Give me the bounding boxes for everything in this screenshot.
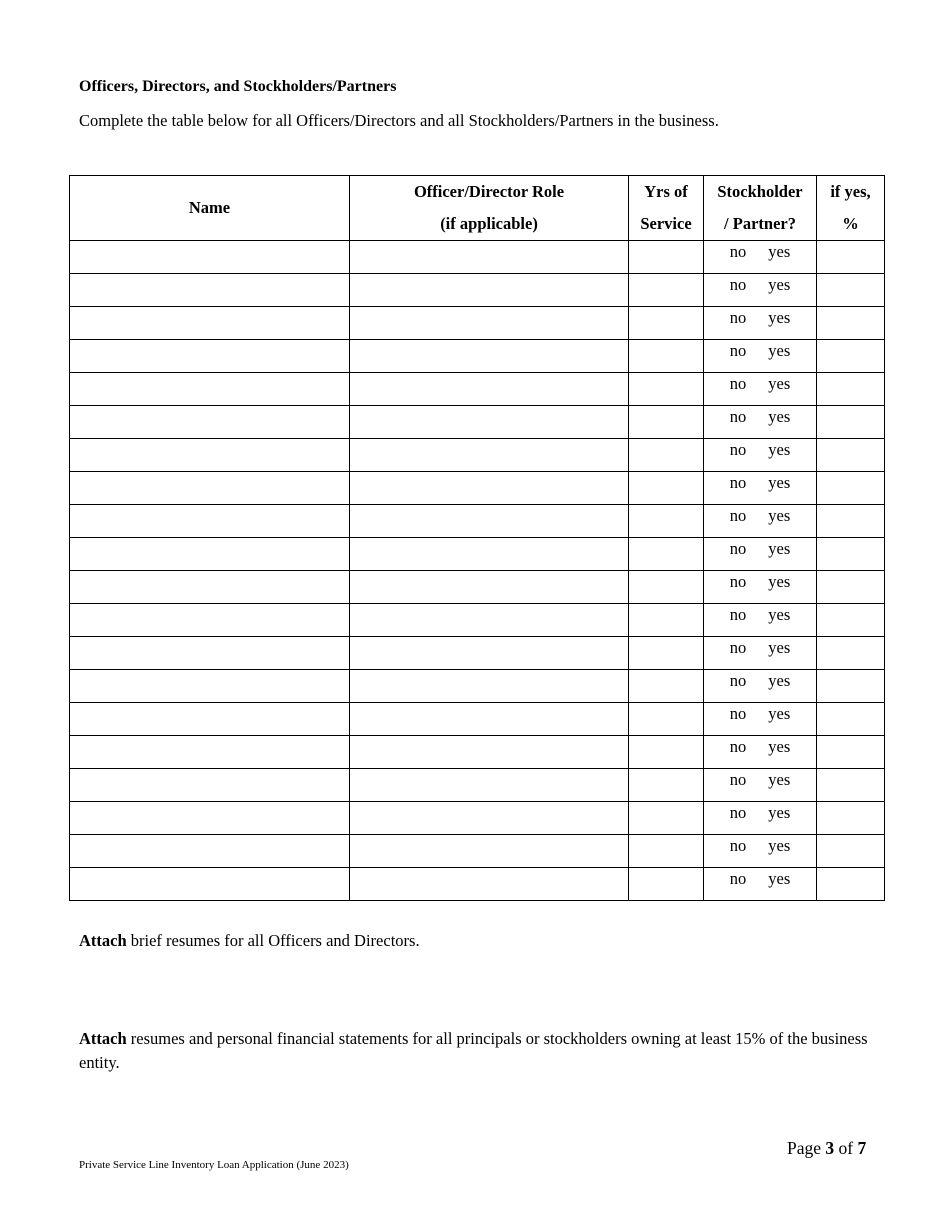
name-cell[interactable]: [70, 571, 350, 604]
percent-cell[interactable]: [817, 637, 885, 670]
name-cell[interactable]: [70, 604, 350, 637]
stockholder-cell: [704, 802, 817, 835]
stockholder-cell: [704, 472, 817, 505]
stockholder-cell: [704, 604, 817, 637]
stockholder-cell: [704, 637, 817, 670]
stockholder-options: [704, 868, 816, 889]
header-years-line2: Service: [640, 214, 692, 233]
stockholder-cell: [704, 538, 817, 571]
option-no[interactable]: no: [729, 836, 747, 855]
years-cell[interactable]: [629, 406, 704, 439]
percent-cell[interactable]: [817, 538, 885, 571]
option-no[interactable]: no: [729, 506, 747, 525]
option-no[interactable]: no: [729, 539, 747, 558]
section-title: Officers, Directors, and Stockholders/Partners: [79, 78, 397, 95]
stockholder-cell: [704, 736, 817, 769]
years-cell[interactable]: [629, 472, 704, 505]
percent-cell[interactable]: [817, 571, 885, 604]
years-cell[interactable]: [629, 769, 704, 802]
header-name-label: Name: [188, 198, 231, 217]
footer-text: Private Service Line Inventory Loan Application (June 2023): [79, 1159, 349, 1171]
percent-cell[interactable]: [817, 340, 885, 373]
table-row: [70, 835, 885, 868]
page-middle: of: [834, 1138, 858, 1158]
option-no[interactable]: no: [729, 341, 747, 360]
stockholder-options: [704, 802, 816, 823]
header-stockholder: [704, 176, 817, 241]
option-yes[interactable]: yes: [768, 704, 791, 723]
option-no[interactable]: no: [729, 704, 747, 723]
name-cell[interactable]: [70, 472, 350, 505]
attach-financials-bold: Attach: [79, 1029, 127, 1048]
option-yes[interactable]: yes: [768, 275, 791, 294]
role-cell[interactable]: [350, 769, 629, 802]
percent-cell[interactable]: [817, 373, 885, 406]
stockholder-cell: [704, 439, 817, 472]
stockholder-cell: [704, 835, 817, 868]
percent-cell[interactable]: [817, 670, 885, 703]
table-row: [70, 439, 885, 472]
header-role-line2: (if applicable): [440, 214, 538, 233]
years-cell[interactable]: [629, 274, 704, 307]
header-stockholder-line2: / Partner?: [724, 214, 796, 233]
table-row: [70, 307, 885, 340]
role-cell[interactable]: [350, 241, 629, 274]
name-cell[interactable]: [70, 538, 350, 571]
table-row: [70, 868, 885, 901]
percent-cell[interactable]: [817, 505, 885, 538]
option-yes[interactable]: yes: [768, 605, 791, 624]
name-cell[interactable]: [70, 703, 350, 736]
role-cell[interactable]: [350, 406, 629, 439]
table-row: [70, 340, 885, 373]
role-cell[interactable]: [350, 868, 629, 901]
stockholder-options: [704, 472, 816, 493]
header-years-line1: Yrs of: [644, 182, 688, 201]
role-cell[interactable]: [350, 637, 629, 670]
years-cell[interactable]: [629, 505, 704, 538]
attach-resumes-bold: Attach: [79, 931, 127, 950]
percent-cell[interactable]: [817, 835, 885, 868]
percent-cell[interactable]: [817, 241, 885, 274]
stockholder-options: [704, 439, 816, 460]
table-row: [70, 241, 885, 274]
percent-cell[interactable]: [817, 769, 885, 802]
option-yes[interactable]: yes: [768, 308, 791, 327]
header-percent-line2: %: [842, 214, 859, 233]
stockholder-options: [704, 670, 816, 691]
table-row: [70, 736, 885, 769]
role-cell[interactable]: [350, 604, 629, 637]
attach-financials-note: [79, 1027, 879, 1075]
years-cell[interactable]: [629, 571, 704, 604]
option-yes[interactable]: yes: [768, 440, 791, 459]
stockholder-cell: [704, 373, 817, 406]
option-no[interactable]: no: [729, 407, 747, 426]
percent-cell[interactable]: [817, 736, 885, 769]
option-yes[interactable]: yes: [768, 242, 791, 261]
percent-cell[interactable]: [817, 802, 885, 835]
name-cell[interactable]: [70, 505, 350, 538]
years-cell[interactable]: [629, 307, 704, 340]
stockholder-cell: [704, 505, 817, 538]
percent-cell[interactable]: [817, 472, 885, 505]
name-cell[interactable]: [70, 406, 350, 439]
table-header-row: [70, 176, 885, 241]
stockholder-options: [704, 505, 816, 526]
percent-cell[interactable]: [817, 406, 885, 439]
role-cell[interactable]: [350, 439, 629, 472]
stockholder-options: [704, 637, 816, 658]
name-cell[interactable]: [70, 439, 350, 472]
option-yes[interactable]: yes: [768, 869, 791, 888]
role-cell[interactable]: [350, 670, 629, 703]
name-cell[interactable]: [70, 373, 350, 406]
name-cell[interactable]: [70, 736, 350, 769]
role-cell[interactable]: [350, 835, 629, 868]
option-yes[interactable]: yes: [768, 770, 791, 789]
option-yes[interactable]: yes: [768, 803, 791, 822]
header-years: [629, 176, 704, 241]
stockholder-cell: [704, 571, 817, 604]
years-cell[interactable]: [629, 670, 704, 703]
section-instructions: Complete the table below for all Officers/Directors and all Stockholders/Partners in the business.: [79, 111, 719, 130]
role-cell[interactable]: [350, 340, 629, 373]
header-name: [70, 176, 350, 241]
table-row: [70, 571, 885, 604]
table-row: [70, 769, 885, 802]
stockholder-options: [704, 241, 816, 262]
table-row: [70, 802, 885, 835]
option-yes[interactable]: yes: [768, 638, 791, 657]
option-no[interactable]: no: [729, 440, 747, 459]
page-total: 7: [857, 1138, 867, 1158]
stockholder-cell: [704, 703, 817, 736]
stockholder-cell: [704, 340, 817, 373]
stockholder-options: [704, 538, 816, 559]
years-cell[interactable]: [629, 703, 704, 736]
stockholder-options: [704, 373, 816, 394]
stockholder-options: [704, 307, 816, 328]
option-yes[interactable]: yes: [768, 671, 791, 690]
table-row: [70, 505, 885, 538]
header-percent-line1: if yes,: [830, 182, 871, 201]
stockholder-options: [704, 604, 816, 625]
years-cell[interactable]: [629, 340, 704, 373]
table-row: [70, 406, 885, 439]
name-cell[interactable]: [70, 340, 350, 373]
role-cell[interactable]: [350, 703, 629, 736]
table-row: [70, 703, 885, 736]
option-no[interactable]: no: [729, 275, 747, 294]
stockholder-options: [704, 274, 816, 295]
years-cell[interactable]: [629, 835, 704, 868]
years-cell[interactable]: [629, 802, 704, 835]
option-no[interactable]: no: [729, 605, 747, 624]
option-no[interactable]: no: [729, 374, 747, 393]
name-cell[interactable]: [70, 670, 350, 703]
option-yes[interactable]: yes: [768, 836, 791, 855]
stockholder-cell: [704, 241, 817, 274]
header-role-line1: Officer/Director Role: [413, 182, 565, 201]
option-no[interactable]: no: [729, 242, 747, 261]
option-no[interactable]: no: [729, 869, 747, 888]
stockholder-cell: [704, 868, 817, 901]
table-row: [70, 637, 885, 670]
role-cell[interactable]: [350, 802, 629, 835]
table-row: [70, 604, 885, 637]
option-yes[interactable]: yes: [768, 341, 791, 360]
option-yes[interactable]: yes: [768, 473, 791, 492]
role-cell[interactable]: [350, 736, 629, 769]
name-cell[interactable]: [70, 802, 350, 835]
option-no[interactable]: no: [729, 308, 747, 327]
option-no[interactable]: no: [729, 572, 747, 591]
officers-table: [69, 175, 885, 901]
header-percent: [817, 176, 885, 241]
years-cell[interactable]: [629, 538, 704, 571]
option-no[interactable]: no: [729, 671, 747, 690]
name-cell[interactable]: [70, 307, 350, 340]
name-cell[interactable]: [70, 637, 350, 670]
stockholder-options: [704, 769, 816, 790]
percent-cell[interactable]: [817, 307, 885, 340]
option-yes[interactable]: yes: [768, 407, 791, 426]
stockholder-options: [704, 835, 816, 856]
option-no[interactable]: no: [729, 638, 747, 657]
name-cell[interactable]: [70, 241, 350, 274]
officer-rows: [70, 241, 885, 901]
role-cell[interactable]: [350, 307, 629, 340]
years-cell[interactable]: [629, 241, 704, 274]
role-cell[interactable]: [350, 274, 629, 307]
years-cell[interactable]: [629, 736, 704, 769]
percent-cell[interactable]: [817, 868, 885, 901]
page-current: 3: [825, 1138, 835, 1158]
table-row: [70, 373, 885, 406]
attach-resumes-note: [79, 931, 420, 951]
option-yes[interactable]: yes: [768, 572, 791, 591]
percent-cell[interactable]: [817, 274, 885, 307]
percent-cell[interactable]: [817, 604, 885, 637]
option-yes[interactable]: yes: [768, 506, 791, 525]
role-cell[interactable]: [350, 472, 629, 505]
stockholder-cell: [704, 307, 817, 340]
stockholder-cell: [704, 769, 817, 802]
stockholder-options: [704, 571, 816, 592]
years-cell[interactable]: [629, 637, 704, 670]
page-prefix: Page: [787, 1138, 826, 1158]
role-cell[interactable]: [350, 373, 629, 406]
years-cell[interactable]: [629, 439, 704, 472]
percent-cell[interactable]: [817, 703, 885, 736]
role-cell[interactable]: [350, 571, 629, 604]
option-no[interactable]: no: [729, 770, 747, 789]
table-row: [70, 472, 885, 505]
years-cell[interactable]: [629, 373, 704, 406]
option-no[interactable]: no: [729, 473, 747, 492]
years-cell[interactable]: [629, 868, 704, 901]
option-yes[interactable]: yes: [768, 737, 791, 756]
stockholder-cell: [704, 406, 817, 439]
percent-cell[interactable]: [817, 439, 885, 472]
table-row: [70, 274, 885, 307]
option-yes[interactable]: yes: [768, 539, 791, 558]
name-cell[interactable]: [70, 868, 350, 901]
stockholder-options: [704, 406, 816, 427]
option-no[interactable]: no: [729, 737, 747, 756]
role-cell[interactable]: [350, 538, 629, 571]
header-role: [350, 176, 629, 241]
attach-resumes-text: brief resumes for all Officers and Directors.: [126, 931, 420, 950]
header-stockholder-line1: Stockholder: [717, 182, 803, 201]
name-cell[interactable]: [70, 769, 350, 802]
option-no[interactable]: no: [729, 803, 747, 822]
table-row: [70, 538, 885, 571]
option-yes[interactable]: yes: [768, 374, 791, 393]
name-cell[interactable]: [70, 835, 350, 868]
page-number: [787, 1138, 866, 1159]
stockholder-cell: [704, 670, 817, 703]
attach-financials-text: resumes and personal financial statements for all principals or stockholders owning at least 15% of the business entity.: [79, 1029, 868, 1072]
years-cell[interactable]: [629, 604, 704, 637]
stockholder-cell: [704, 274, 817, 307]
stockholder-options: [704, 703, 816, 724]
name-cell[interactable]: [70, 274, 350, 307]
table-row: [70, 670, 885, 703]
role-cell[interactable]: [350, 505, 629, 538]
stockholder-options: [704, 736, 816, 757]
stockholder-options: [704, 340, 816, 361]
